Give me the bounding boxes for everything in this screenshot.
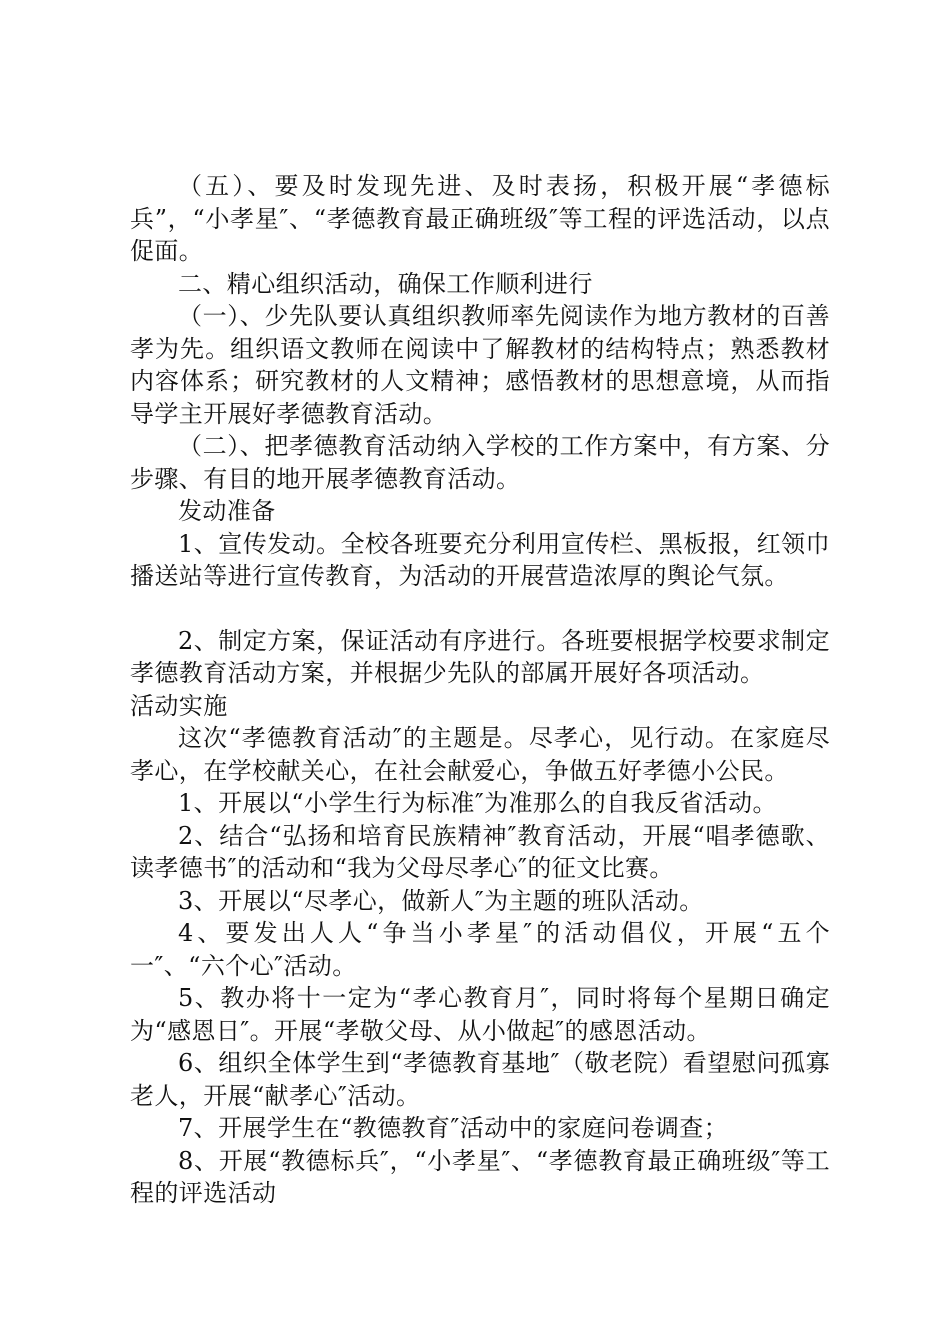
spacer [130,593,830,625]
list-item-8: 8、开展“教德标兵″，“小孝星″、“孝德教育最正确班级″等工程的评选活动 [130,1146,830,1207]
paragraph-publicity: 1、宣传发动。全校各班要充分利用宣传栏、黑板报，红领巾播送站等进行宣传教育，为活动的开展营造浓厚的舆论气氛。 [130,529,830,590]
heading-implementation: 活动实施 [130,691,228,720]
list-item-5: 5、教办将十一定为“孝心教育月″，同时将每个星期日确定为“感恩日″。开展“孝敬父母、从小做起″的感恩活动。 [130,984,830,1045]
list-item-2: 2、结合“弘扬和培育民族精神″教育活动，开展“唱孝德歌、读孝德书″的活动和“我为父母尽孝心″的征文比赛。 [130,821,830,882]
list-item-6: 6、组织全体学生到“孝德教育基地″（敬老院）看望慰问孤寡老人，开展“献孝心″活动。 [130,1049,830,1110]
paragraph-reading: （一）、少先队要认真组织教师率先阅读作为地方教材的百善孝为先。组织语文教师在阅读中了解教材的结构特点；熟悉教材内容体系；研究教材的人文精神；感悟教材的思想意境，从而指导学主开展好孝德教育活动。 [130,302,830,428]
section-heading-organize: 二、精心组织活动，确保工作顺利进行 [178,269,593,298]
list-item-4: 4、要发出人人“争当小孝星″的活动倡仪，开展“五个一″、“六个心″活动。 [130,919,830,980]
list-item-1: 1、开展以“小学生行为标准″为准那么的自我反省活动。 [178,789,777,817]
paragraph-plan: （二）、把孝德教育活动纳入学校的工作方案中，有方案、分步骤、有目的地开展孝德教育活动。 [130,432,830,493]
list-item-7: 7、开展学生在“教德教育″活动中的家庭问卷调查； [178,1114,729,1142]
paragraph-theme: 这次“孝德教育活动″的主题是。尽孝心，见行动。在家庭尽孝心，在学校献关心，在社会献爱心，争做五好孝德小公民。 [130,724,830,785]
list-item-3: 3、开展以“尽孝心，做新人″为主题的班队活动。 [178,886,704,915]
heading-mobilization: 发动准备 [178,497,276,525]
document-page [130,170,830,1210]
paragraph-scheme: 2、制定方案，保证活动有序进行。各班要根据学校要求制定孝德教育活动方案，并根据少先队的部属开展好各项活动。 [130,626,830,687]
paragraph-commendation: （五）、要及时发现先进、及时表扬，积极开展“孝德标兵”，“小孝星″、“孝德教育最正确班级″等工程的评选活动，以点促面。 [130,172,830,265]
